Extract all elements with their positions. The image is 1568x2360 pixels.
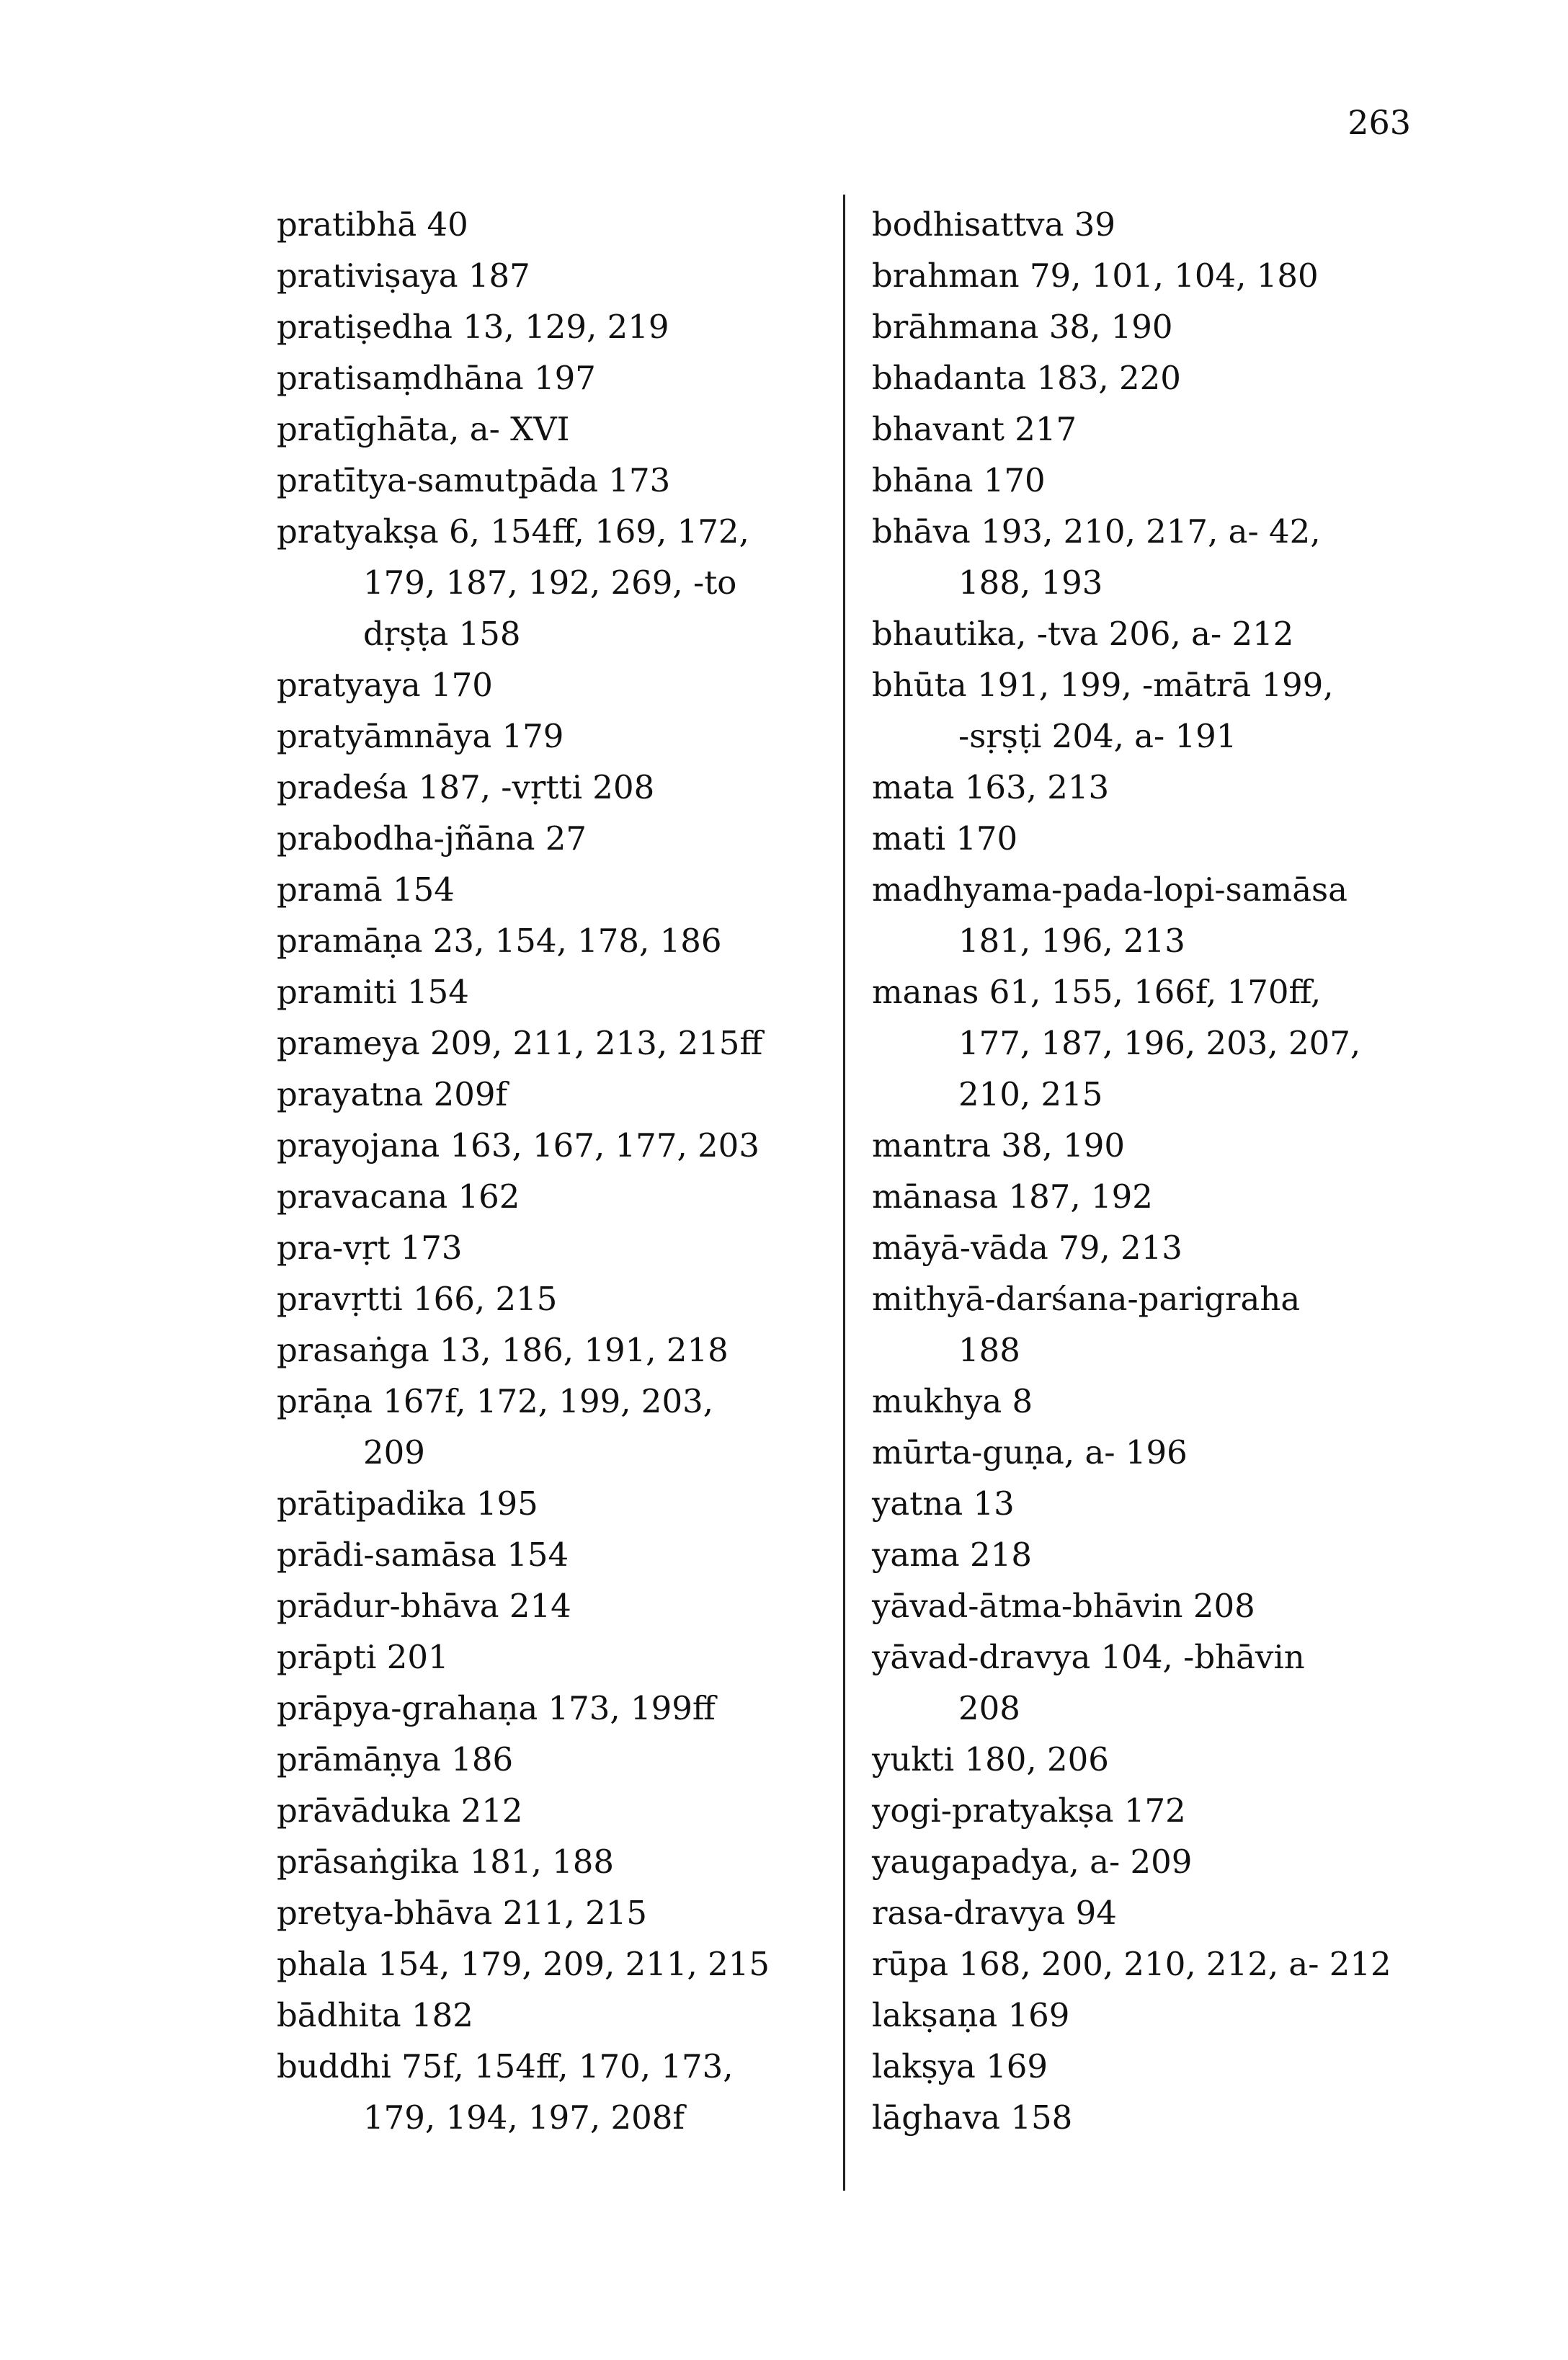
index-entry-text: yogi-pratyakṣa 172 [872, 1791, 1186, 1830]
index-entry [872, 199, 1434, 250]
index-entry [277, 1785, 824, 1836]
index-entry-text: pravacana 162 [277, 1177, 520, 1216]
index-entry [872, 1990, 1434, 2041]
index-entry-text: bhadanta 183, 220 [872, 359, 1181, 397]
index-entry-text: yukti 180, 206 [872, 1740, 1109, 1778]
index-entry [872, 659, 1434, 762]
index-entry-text: madhyama-pada-lopi-samāsa [872, 870, 1348, 909]
index-entry [277, 711, 824, 762]
index-entry [277, 455, 824, 506]
index-entry [872, 455, 1434, 506]
index-entry-continuation: 188 [958, 1331, 1020, 1369]
index-entry [277, 1529, 824, 1580]
index-entry-text: phala 154, 179, 209, 211, 215 [277, 1945, 770, 1983]
index-entry-text: yāvad-dravya 104, -bhāvin [872, 1638, 1305, 1676]
index-entry-text: pramā 154 [277, 870, 455, 909]
index-entry [872, 608, 1434, 659]
index-entry-text: pramiti 154 [277, 973, 469, 1011]
index-entry-continuation: dṛṣṭa 158 [363, 615, 521, 653]
index-entry-text: pratītya-samutpāda 173 [277, 461, 671, 499]
index-entry [872, 1734, 1434, 1785]
index-entry [277, 1324, 824, 1376]
index-entry [277, 301, 824, 352]
index-entry [277, 915, 824, 966]
index-entry-text: bhautika, -tva 206, a- 212 [872, 615, 1294, 653]
index-entry-continuation: 179, 194, 197, 208f [363, 2098, 685, 2137]
index-entry-text: mūrta-guṇa, a- 196 [872, 1433, 1188, 1471]
index-entry [277, 250, 824, 301]
index-entry-text: yatna 13 [872, 1484, 1015, 1523]
page-number: 263 [1348, 103, 1411, 142]
index-entry [277, 1376, 824, 1478]
index-entry-text: lāghava 158 [872, 2098, 1073, 2137]
index-entry-text: mānasa 187, 192 [872, 1177, 1153, 1216]
index-entry-continuation: 188, 193 [958, 564, 1103, 602]
index-entry-text: bhāva 193, 210, 217, a- 42, [872, 512, 1321, 551]
index-entry-text: bodhisattva 39 [872, 205, 1115, 244]
index-entry [872, 301, 1434, 352]
index-entry-text: pratīghāta, a- XVI [277, 410, 570, 448]
index-entry-text: prāpti 201 [277, 1638, 449, 1676]
index-entry [277, 404, 824, 455]
index-entry-text: pra-vṛt 173 [277, 1229, 463, 1267]
index-entry-text: pramāṇa 23, 154, 178, 186 [277, 922, 722, 960]
index-entry-continuation: 179, 187, 192, 269, -to [363, 564, 737, 602]
index-entry [277, 1069, 824, 1120]
index-entry-text: prāsaṅgika 181, 188 [277, 1843, 615, 1881]
index-entry [872, 1273, 1434, 1376]
index-entry [277, 352, 824, 404]
index-entry-text: lakṣya 169 [872, 2047, 1048, 2085]
index-entry-text: lakṣaṇa 169 [872, 1996, 1070, 2034]
index-entry [872, 506, 1434, 608]
index-entry [872, 1120, 1434, 1171]
index-entry [872, 864, 1434, 966]
index-entry-text: mati 170 [872, 819, 1018, 858]
index-entry-text: pratiṣedha 13, 129, 219 [277, 308, 669, 346]
index-entry [872, 1836, 1434, 1887]
index-entry [277, 1120, 824, 1171]
index-entry [277, 1938, 824, 1990]
index-column-left [277, 199, 824, 2143]
index-entry-text: yaugapadya, a- 209 [872, 1843, 1193, 1881]
index-entry-text: rūpa 168, 200, 210, 212, a- 212 [872, 1945, 1391, 1983]
index-entry-text: mukhya 8 [872, 1382, 1033, 1420]
index-entry-continuation: 177, 187, 196, 203, 207, [958, 1024, 1361, 1062]
index-entry-text: brahman 79, 101, 104, 180 [872, 257, 1319, 295]
index-entry [277, 1478, 824, 1529]
index-entry [872, 813, 1434, 864]
index-entry-continuation: 209 [363, 1433, 425, 1471]
index-entry [872, 2092, 1434, 2143]
index-entry [277, 1631, 824, 1683]
index-entry-text: pradeśa 187, -vṛtti 208 [277, 768, 655, 806]
index-entry-text: bhavant 217 [872, 410, 1077, 448]
index-entry-text: pratyaya 170 [277, 666, 493, 704]
index-entry-text: prāṇa 167f, 172, 199, 203, [277, 1382, 714, 1420]
index-entry-text: prayatna 209f [277, 1075, 508, 1113]
index-entry-text: pratyāmnāya 179 [277, 717, 564, 755]
index-entry [277, 864, 824, 915]
index-column-right [872, 199, 1434, 2143]
index-entry [277, 1580, 824, 1631]
index-entry-text: pravṛtti 166, 215 [277, 1280, 558, 1318]
index-entry-text: prātipadika 195 [277, 1484, 538, 1523]
index-entry-continuation: 181, 196, 213 [958, 922, 1185, 960]
index-entry [872, 762, 1434, 813]
index-entry-text: yama 218 [872, 1536, 1032, 1574]
index-entry [277, 1683, 824, 1734]
index-entry [872, 1222, 1434, 1273]
index-entry [872, 2041, 1434, 2092]
index-entry-text: prativiṣaya 187 [277, 257, 530, 295]
index-entry-text: bādhita 182 [277, 1996, 473, 2034]
index-entry [277, 1018, 824, 1069]
index-entry-text: mithyā-darśana-parigraha [872, 1280, 1301, 1318]
index-entry-text: prāpya-grahaṇa 173, 199ff [277, 1689, 716, 1727]
column-divider [843, 195, 845, 2191]
index-entry [872, 1785, 1434, 1836]
index-entry [872, 1376, 1434, 1427]
index-entry [277, 1273, 824, 1324]
index-entry-text: prādur-bhāva 214 [277, 1587, 571, 1625]
index-entry-text: pratibhā 40 [277, 205, 468, 244]
index-entry [872, 1631, 1434, 1734]
index-entry-text: buddhi 75f, 154ff, 170, 173, [277, 2047, 734, 2085]
index-entry-text: bhūta 191, 199, -mātrā 199, [872, 666, 1334, 704]
index-entry-text: prayojana 163, 167, 177, 203 [277, 1126, 760, 1165]
index-entry [872, 352, 1434, 404]
index-entry-text: pratisaṃdhāna 197 [277, 359, 596, 397]
index-entry-text: prāmāṇya 186 [277, 1740, 514, 1778]
index-entry-continuation: 210, 215 [958, 1075, 1103, 1113]
index-entry-text: yāvad-ātma-bhāvin 208 [872, 1587, 1255, 1625]
index-entry-text: rasa-dravya 94 [872, 1894, 1117, 1932]
index-entry-text: mantra 38, 190 [872, 1126, 1125, 1165]
index-entry [872, 1938, 1434, 1990]
index-entry-text: prasaṅga 13, 186, 191, 218 [277, 1331, 729, 1369]
index-entry [277, 1734, 824, 1785]
index-entry [277, 2041, 824, 2143]
index-entry-text: brāhmana 38, 190 [872, 308, 1173, 346]
index-entry [277, 1222, 824, 1273]
index-entry-continuation: 208 [958, 1689, 1020, 1727]
index-entry [277, 1171, 824, 1222]
index-entry [872, 1887, 1434, 1938]
index-entry [872, 250, 1434, 301]
index-entry-text: bhāna 170 [872, 461, 1046, 499]
index-entry [277, 659, 824, 711]
index-entry [277, 506, 824, 659]
index-entry [277, 1836, 824, 1887]
index-entry [872, 1529, 1434, 1580]
index-entry-text: prabodha-jñāna 27 [277, 819, 587, 858]
index-entry-text: prāvāduka 212 [277, 1791, 523, 1830]
index-entry-text: mata 163, 213 [872, 768, 1110, 806]
index-entry [277, 966, 824, 1018]
index-entry-text: prādi-samāsa 154 [277, 1536, 569, 1574]
index-entry [872, 404, 1434, 455]
index-entry [277, 199, 824, 250]
index-entry [872, 1478, 1434, 1529]
index-entry-continuation: -sṛṣṭi 204, a- 191 [958, 717, 1237, 755]
index-entry [277, 762, 824, 813]
index-entry [277, 813, 824, 864]
index-entry-text: māyā-vāda 79, 213 [872, 1229, 1182, 1267]
index-entry-text: manas 61, 155, 166f, 170ff, [872, 973, 1322, 1011]
index-entry-text: pratyakṣa 6, 154ff, 169, 172, [277, 512, 749, 551]
index-entry [277, 1990, 824, 2041]
index-entry [872, 966, 1434, 1120]
index-entry [277, 1887, 824, 1938]
index-entry [872, 1427, 1434, 1478]
index-entry-text: pretya-bhāva 211, 215 [277, 1894, 648, 1932]
index-entry-text: prameya 209, 211, 213, 215ff [277, 1024, 763, 1062]
index-entry [872, 1580, 1434, 1631]
index-entry [872, 1171, 1434, 1222]
